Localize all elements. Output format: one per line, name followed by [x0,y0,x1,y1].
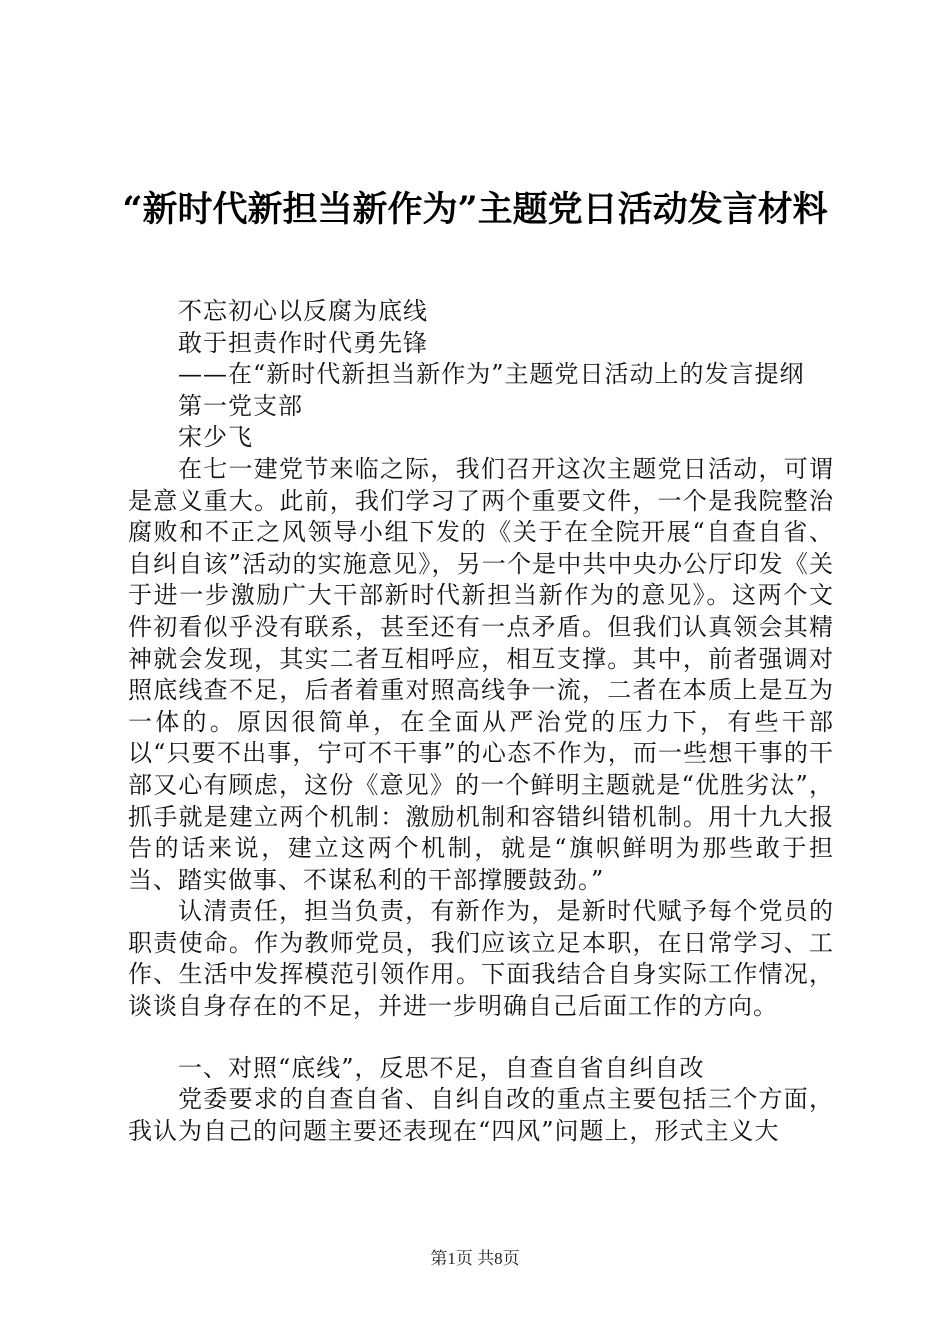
body-paragraph: 党委要求的自查自省、自纠自改的重点主要包括三个方面，我认为自己的问题主要还表现在“四风”问题上，形式主义大 [128,1085,834,1145]
subtitle-line-3: ——在“新时代新担当新作为”主题党日活动上的发言提纲 [178,360,805,389]
page-number: 第1页 共8页 [430,1249,520,1268]
body-paragraph: 认清责任，担当负责，有新作为，是新时代赋予每个党员的职责使命。作为教师党员，我们应该立足本职，在日常学习、工作、生活中发挥模范引领作用。下面我结合自身实际工作情况，谈谈自身存在的不足，并进一步明确自己后面工作的方向。 [128,897,834,1021]
subtitle-line-2: 敢于担责作时代勇先锋 [178,328,428,357]
branch-name: 第一党支部 [178,391,303,420]
document-body [128,296,834,1147]
subtitle-line-1: 不忘初心以反腐为底线 [178,297,428,325]
document-title: “新时代新担当新作为”主题党日活动发言材料 [122,189,828,230]
section-heading: 一、对照“底线”，反思不足，自查自省自纠自改 [178,1053,705,1082]
author-name: 宋少飞 [178,423,253,452]
body-paragraph: 在七一建党节来临之际，我们召开这次主题党日活动，可谓是意义重大。此前，我们学习了两个重要文件，一个是我院整治腐败和不正之风领导小组下发的《关于在全院开展“自查自省、自纠自该”活动的实施意见》，另一个是中共中央办公厅印发《关于进一步激励广大干部新时代新担当新作为的意见》。这两个文件初看似乎没有联系，甚至还有一点矛盾。但我们认真领会其精神就会发现，其实二者互相呼应，相互支撑。其中，前者强调对照底线查不足，后者着重对照高线争一流，二者在本质上是互为一体的。原因很简单，在全面从严治党的压力下，有些干部以“只要不出事，宁可不干事”的心态不作为，而一些想干事的干部又心有顾虑，这份《意见》的一个鲜明主题就是“优胜劣汰”，抓手就是建立两个机制：激励机制和容错纠错机制。用十九大报告的话来说，建立这两个机制，就是“旗帜鲜明为那些敢于担当、踏实做事、不谋私利的干部撑腰鼓劲。” [128,454,834,894]
